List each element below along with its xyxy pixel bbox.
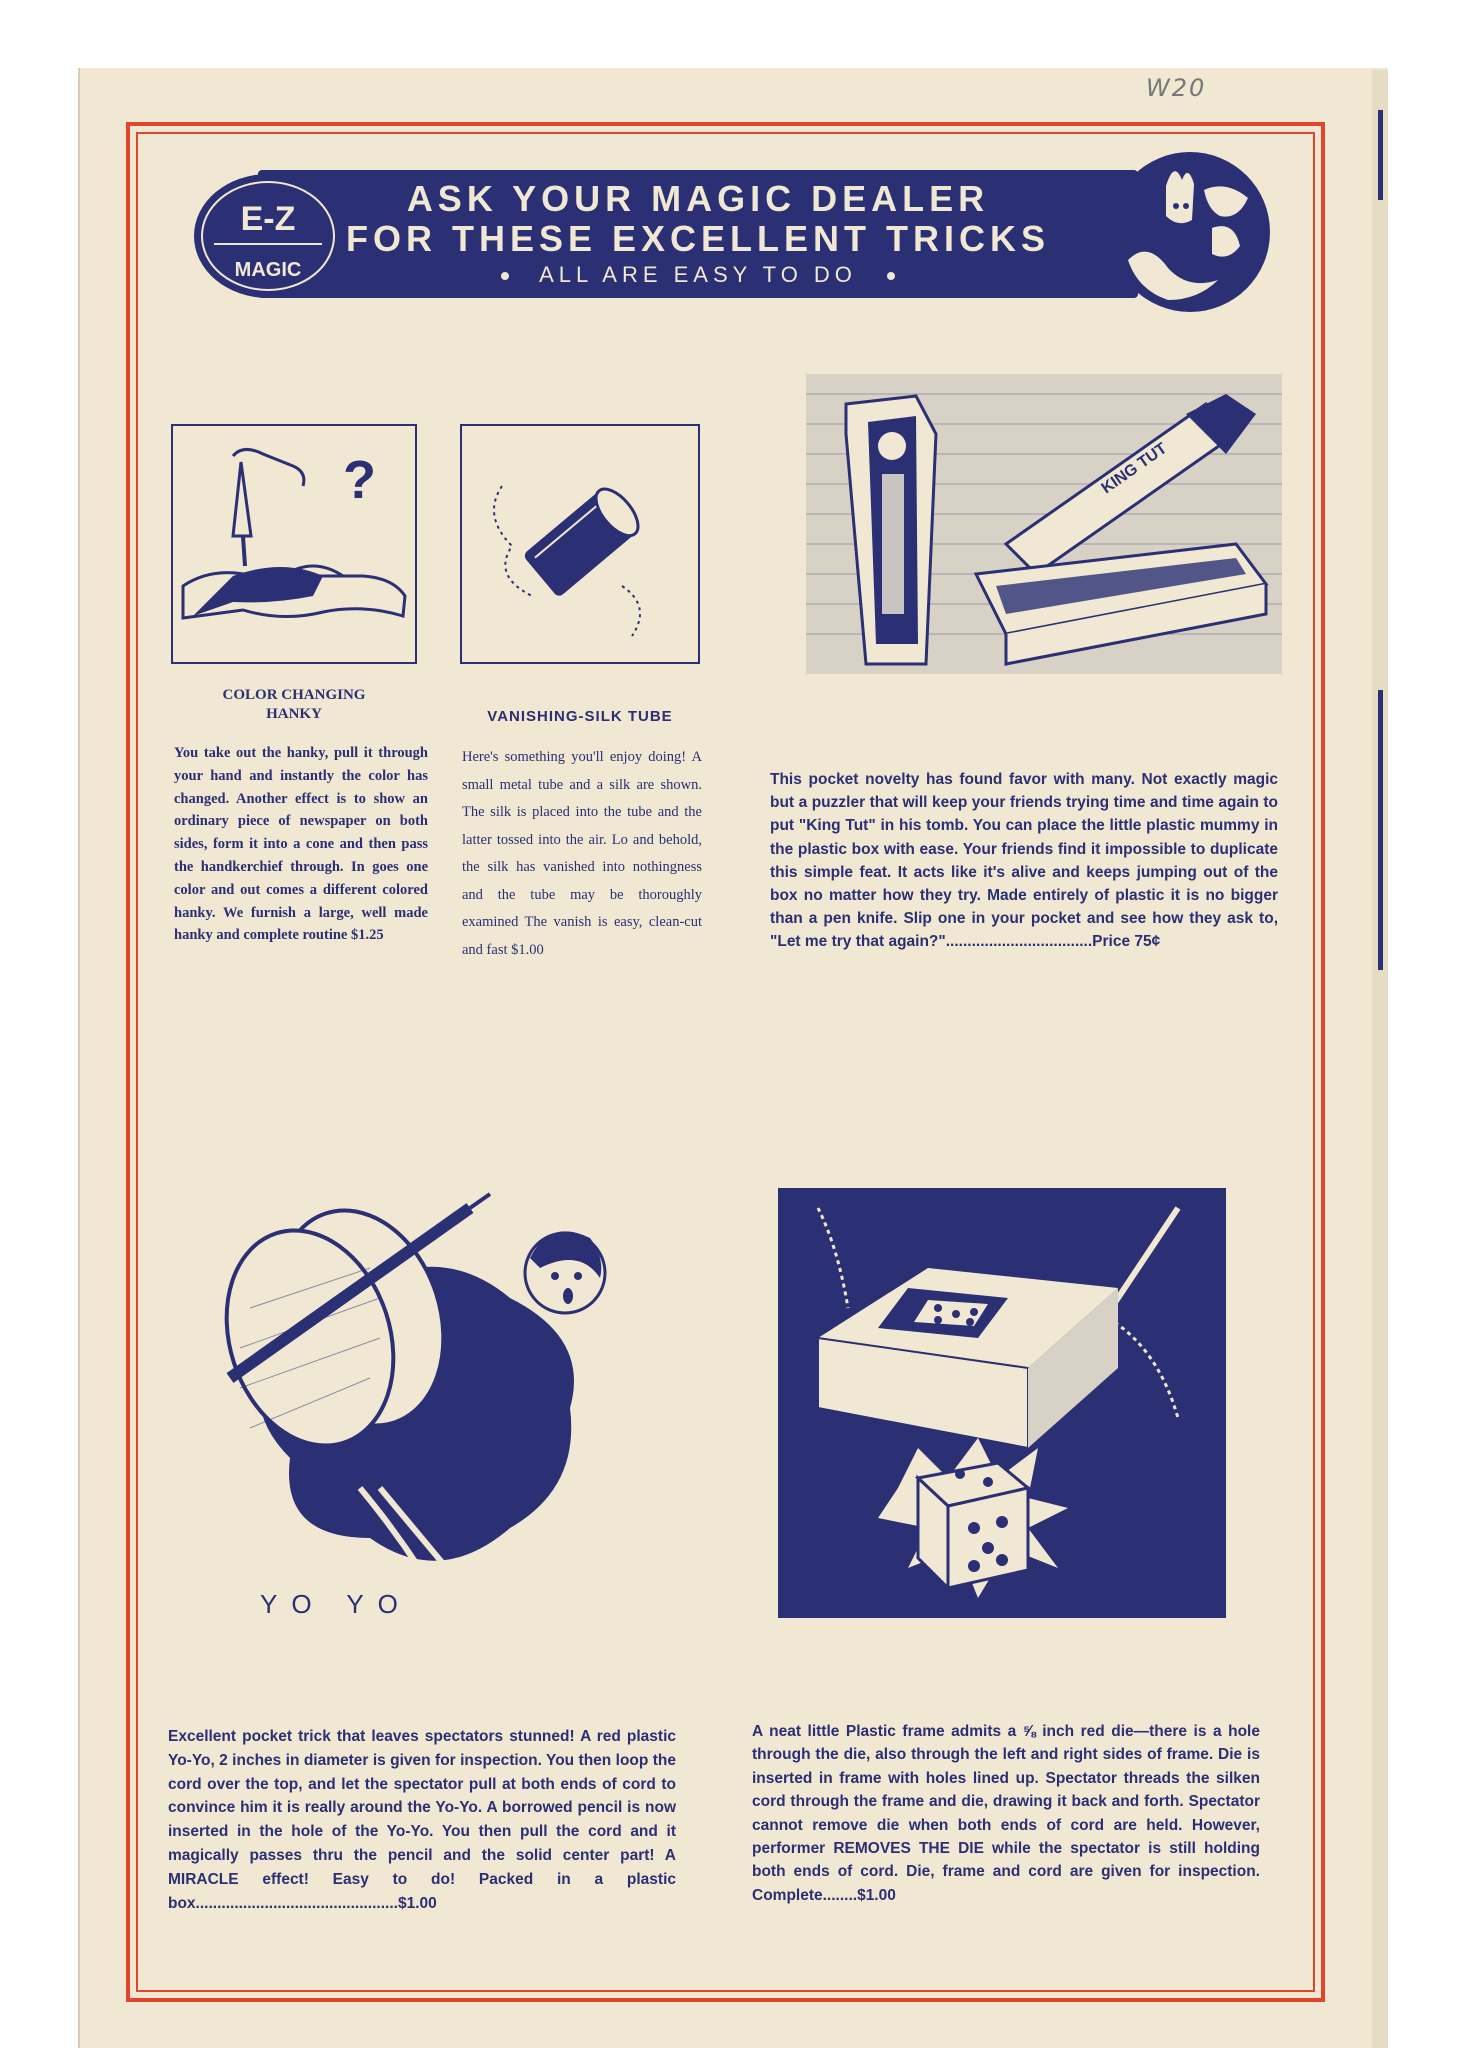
hanky-description: You take out the hanky, pull it through your hand and instantly the color has changed. Another effect is to show an ordinary piece of newspaper on both sides, form it into a cone and then pass the handkerchief through. In goes one color and out comes a different colored hanky. We furnish a large, well made hanky and complete routine $1.25 [174, 745, 428, 944]
seal-bottom-text: MAGIC [234, 259, 302, 281]
svg-text:?: ? [343, 450, 376, 510]
header-banner [258, 170, 1138, 298]
die-description: A neat little Plastic frame admits a ⅝ inch red die—there is a hole through the die, also through the left and right sides of frame. Die is inserted in frame with holes lined up. Spectator threads the silken cord through the frame and die, drawing it back and forth. Spectator cannot remove die when both ends of cord are held. However, performer REMOVES THE DIE while the spectator is still holding both ends of cord. Die, frame and cord are given for inspection. Complete........$1.00 [752, 1723, 1260, 1904]
rabbit-globe-icon [1108, 150, 1272, 314]
mummy-description: This pocket novelty has found favor with many. Not exactly magic but a puzzler that will keep your friends trying time and time again to put "King Tut" in his tomb. You can place the little plastic mummy in the plastic box with ease. Your friends find it impossible to duplicate this simple feat. It acts like it's alive and keeps jumping out of the box no matter how they try. Made entirely of plastic it is no bigger than a pen knife. Slip one in your pocket and see how they ask to, "Let me try that again?"..................................Price 75¢ [770, 771, 1278, 951]
yoyo-illustration [210, 1188, 640, 1628]
tube-description: Here's something you'll enjoy doing! A small metal tube and a silk are shown. The silk is placed into the tube and the latter tossed into the air. Lo and behold, the silk has vanished into nothingness and the tube may be thoroughly examined The vanish is easy, clean-cut and fast $1.00 [462, 749, 702, 958]
banner-line-2: FOR THESE EXCELLENT TRICKS [345, 218, 1051, 259]
tube-title: VANISHING-SILK TUBE [487, 708, 673, 725]
die-frame-illustration [778, 1188, 1226, 1618]
hanky-illustration [171, 424, 417, 664]
banner-line-1: ASK YOUR MAGIC DEALER [406, 178, 990, 219]
yoyo-label: YO YO [260, 1589, 412, 1619]
banner-line-3: ALL ARE EASY TO DO [258, 262, 1138, 288]
king-tut-mummy-illustration [806, 374, 1282, 674]
hanky-title: COLOR CHANGING HANKY [222, 687, 366, 722]
coffin-label: KING TUT [1098, 440, 1171, 498]
seal-top-text: E-Z [240, 200, 296, 238]
silk-tube-illustration [460, 424, 700, 664]
ez-magic-seal-logo [192, 172, 344, 300]
handwritten-note: W20 [1146, 74, 1207, 102]
yoyo-description: Excellent pocket trick that leaves spectators stunned! A red plastic Yo-Yo, 2 inches in diameter is given for inspection. You then loop the cord over the top, and let the spectator pull at both ends of cord to convince him it is really around the Yo-Yo. A borrowed pencil is now inserted in the hole of the Yo-Yo. You then pull the cord and it magically passes thru the pencil and the solid center part! A MIRACLE effect! Easy to do! Packed in a plastic box...............................................$1.00 [168, 1728, 676, 1912]
page-edge [1372, 70, 1388, 2048]
